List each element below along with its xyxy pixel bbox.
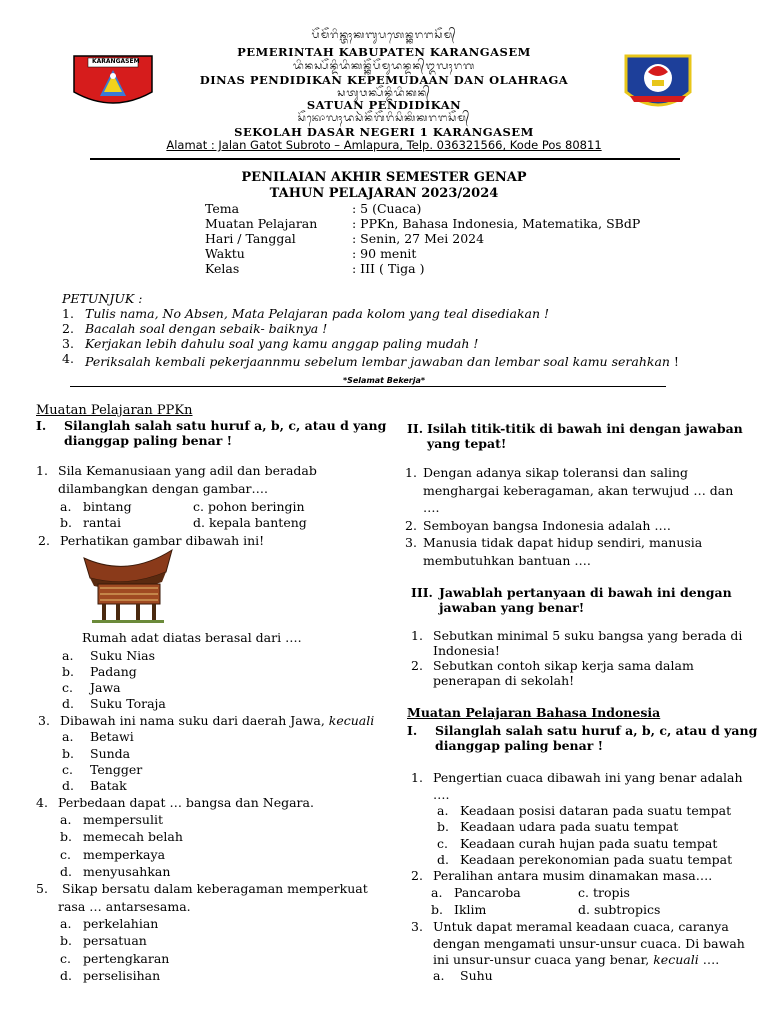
question-number: 3. (405, 535, 417, 550)
option-text: Padang (90, 664, 137, 679)
option-text: d. subtropics (578, 902, 661, 917)
instruction-number: 4. (62, 351, 74, 366)
question-emphasis: kecuali (653, 952, 699, 967)
option-letter: b. (437, 819, 449, 834)
option-text: Iklim (454, 902, 487, 917)
option-text: Suku Nias (90, 648, 156, 663)
question-number: 1. (411, 628, 423, 643)
balinese-script-school: ᬲᭂᬓᭀᬮᬄᬤᬲᬃᬦᭂᬕᭂᬭᬶᬲᬶᬓᬶᬓᬭᬗᬲᭂᬫ᭄ (297, 113, 471, 124)
option-letter: a. (437, 803, 449, 818)
question-text: Peralihan antara musim dinamakan masa…. (433, 868, 713, 883)
info-label: Hari / Tanggal (205, 231, 296, 246)
option-letter: a. (60, 812, 72, 827)
option-letter: a. (60, 916, 72, 931)
balinese-script-gov: ᬧᭂᬫᭂᬭᬶᬦ᭄ᬢᬄᬓᬩᬸᬧᬢᬾᬦ᭄ᬓᬭᬗᬲᭂᬫ᭄ (311, 30, 457, 41)
instruction-number: 1. (62, 306, 74, 321)
question-text-line (433, 951, 719, 968)
section-number: I. (407, 723, 418, 738)
option-letter: a. (431, 885, 443, 900)
question-text: Dengan adanya sikap toleransi dan saling (423, 465, 689, 480)
option-letter: d. (60, 968, 72, 983)
school-name: SEKOLAH DASAR NEGERI 1 KARANGASEM (234, 125, 534, 139)
instruction-text: Periksalah kembali pekerjaannmu sebelum lembar jawaban dan lembar soal kamu serahkan (85, 354, 670, 369)
option-letter: d. (60, 864, 72, 879)
section-instruction: Isilah titik-titik di bawah ini dengan jawaban (427, 421, 743, 436)
option-letter: b. (60, 933, 72, 948)
option-letter: c. (60, 847, 71, 862)
option-letter: d. (437, 852, 449, 867)
question-text: membutuhkan bantuan …. (423, 553, 591, 568)
instruction-text: Bacalah soal dengan sebaik- baiknya ! (85, 321, 328, 336)
option-text: Suku Toraja (90, 696, 166, 711)
option-letter: b. (60, 515, 72, 530)
option-letter: a. (62, 729, 74, 744)
greeting: *Selamat Bekerja* (342, 376, 426, 385)
question-text: Perhatikan gambar dibawah ini! (60, 533, 265, 548)
option-text: rantai (83, 515, 121, 530)
info-label: Waktu (205, 246, 245, 261)
option-text: Sunda (90, 746, 131, 761)
option-text: Batak (90, 778, 127, 793)
subject-bahasa-indonesia: Muatan Pelajaran Bahasa Indonesia (407, 705, 661, 720)
question-number: 5. (36, 881, 48, 896)
question-number: 1. (36, 463, 48, 478)
section-instruction: Silanglah salah satu huruf a, b, c, atau d yang (64, 418, 387, 433)
option-text: memperkaya (83, 847, 166, 862)
info-label: Kelas (205, 261, 240, 276)
option-text: Keadaan perekonomian pada suatu tempat (460, 852, 733, 867)
option-letter: a. (62, 648, 74, 663)
question-text: Sikap bersatu dalam keberagaman memperkuat (62, 881, 368, 896)
option-text: perkelahian (83, 916, 159, 931)
option-letter: b. (62, 664, 74, 679)
balinese-script-unit: ᬲᬢᬸᬯᬦ᭄ᬧᭂᬦ᭄ᬤᬶᬤᬶᬓᬦ᭄ (337, 88, 431, 99)
unit-name: SATUAN PENDIDIKAN (306, 98, 462, 112)
question-text: ini unsur-unsur cuaca yang benar, (433, 952, 654, 967)
question-text: Semboyan bangsa Indonesia adalah …. (423, 518, 671, 533)
school-address: Alamat : Jalan Gatot Subroto – Amlapura, Telp. 036321566, Kode Pos 80811 (166, 138, 602, 152)
section-instruction: dianggap paling benar ! (435, 738, 604, 753)
option-letter: c. (62, 762, 73, 777)
question-number: 3. (411, 919, 423, 934)
option-text: perselisihan (83, 968, 161, 983)
question-text: rasa … antarsesama. (58, 899, 191, 914)
option-text: mempersulit (83, 812, 163, 827)
option-letter: b. (431, 902, 443, 917)
question-text: Sila Kemanusiaan yang adil dan beradab (58, 463, 317, 478)
question-number: 1. (405, 465, 417, 480)
info-value: : 5 (Cuaca) (352, 201, 422, 216)
question-text: Dibawah ini nama suku dari daerah Jawa, (60, 713, 329, 728)
option-letter: b. (60, 829, 72, 844)
option-text: menyusahkan (83, 864, 171, 879)
dept-name: DINAS PENDIDIKAN KEPEMUDAAN DAN OLAHRAGA (199, 73, 569, 87)
option-text: Suhu (460, 968, 493, 983)
question-text: Sebutkan minimal 5 suku bangsa yang berada di (433, 628, 743, 643)
logo-text: KARANGASEM (92, 58, 140, 65)
section-instruction: Silanglah salah satu huruf a, b, c, atau d yang (435, 723, 758, 738)
exam-year: TAHUN PELAJARAN 2023/2024 (269, 186, 499, 201)
option-text: c. pohon beringin (193, 499, 305, 514)
option-text: Jawa (90, 680, 121, 695)
section-number: I. (36, 418, 47, 433)
option-text: persatuan (83, 933, 147, 948)
option-letter: c. (437, 836, 448, 851)
option-letter: d. (62, 778, 74, 793)
section-instruction: Jawablah pertanyaan di bawah ini dengan (439, 585, 732, 600)
section-number: II. (407, 421, 424, 436)
option-text: Keadaan udara pada suatu tempat (460, 819, 679, 834)
question-text: Pengertian cuaca dibawah ini yang benar adalah (433, 770, 743, 785)
option-letter: a. (433, 968, 445, 983)
instruction-text: Kerjakan lebih dahulu soal yang kamu anggap paling mudah ! (85, 336, 479, 351)
option-text: Tengger (90, 762, 143, 777)
question-number: 2. (411, 658, 423, 673)
option-letter: a. (60, 499, 72, 514)
section-number: III. (411, 585, 433, 600)
option-text: Pancaroba (454, 885, 521, 900)
option-text: Keadaan posisi dataran pada suatu tempat (460, 803, 732, 818)
question-text: Untuk dapat meramal keadaan cuaca, caranya (433, 919, 729, 934)
instruction-number: 3. (62, 336, 74, 351)
instructions-heading: PETUNJUK : (62, 291, 143, 306)
question-tail: …. (698, 952, 720, 967)
question-text: Indonesia! (433, 643, 500, 658)
info-value: : PPKn, Bahasa Indonesia, Matematika, SBdP (352, 216, 641, 231)
subject-ppkn: Muatan Pelajaran PPKn (36, 403, 193, 418)
info-label: Tema (205, 201, 240, 216)
option-letter: d. (62, 696, 74, 711)
question-text: Manusia tidak dapat hidup sendiri, manusia (423, 535, 703, 550)
option-text: bintang (83, 499, 132, 514)
question-number: 1. (411, 770, 423, 785)
question-text: dilambangkan dengan gambar…. (58, 481, 268, 496)
exam-title: PENILAIAN AKHIR SEMESTER GENAP (241, 170, 527, 185)
section-instruction: yang tepat! (427, 436, 507, 451)
option-text: memecah belah (83, 829, 183, 844)
question-caption: Rumah adat diatas berasal dari …. (82, 630, 302, 645)
question-number: 2. (405, 518, 417, 533)
balinese-script-dept: ᬤᬶᬦᬲ᭄ᬧᭂᬦ᭄ᬤᬶᬤᬶᬓᬦ᭄ᬓᭂᬧᭂᬫᬸᬤᬦ᭄ᬤᬦ᭄ᬑᬮᬄᬭᬕ (292, 61, 476, 72)
header-divider (90, 158, 680, 160)
question-number: 3. (38, 713, 50, 728)
instruction-text: Tulis nama, No Absen, Mata Pelajaran pada kolom yang teal disediakan ! (85, 306, 550, 321)
toraja-house-image (82, 548, 174, 624)
question-text: Sebutkan contoh sikap kerja sama dalam (433, 658, 694, 673)
question-text: …. (423, 500, 440, 515)
section-instruction: dianggap paling benar ! (64, 433, 233, 448)
question-text-line (60, 712, 374, 729)
question-text: …. (433, 787, 450, 802)
option-text: c. tropis (578, 885, 630, 900)
question-text: menghargai keberagaman, akan terwujud … dan (423, 483, 734, 498)
instruction-number: 2. (62, 321, 74, 336)
info-label: Muatan Pelajaran (205, 216, 318, 231)
question-text: penerapan di sekolah! (433, 673, 575, 688)
gov-name: PEMERINTAH KABUPATEN KARANGASEM (237, 45, 531, 59)
question-text: dengan mengamati unsur-unsur cuaca. Di bawah (433, 936, 745, 951)
option-letter: c. (60, 951, 71, 966)
info-value: : Senin, 27 Mei 2024 (352, 231, 485, 246)
option-text: Betawi (90, 729, 134, 744)
greeting-rule (70, 386, 666, 387)
instruction-tail: ! (669, 354, 679, 369)
option-text: Keadaan curah hujan pada suatu tempat (460, 836, 718, 851)
question-number: 4. (36, 795, 48, 810)
section-instruction: jawaban yang benar! (439, 600, 585, 615)
info-value: : 90 menit (352, 246, 417, 261)
info-value: : III ( Tiga ) (352, 261, 425, 276)
question-text: Perbedaan dapat … bangsa dan Negara. (58, 795, 314, 810)
option-text: d. kepala banteng (193, 515, 307, 530)
instruction-text-line (85, 351, 679, 370)
option-letter: b. (62, 746, 74, 761)
question-number: 2. (411, 868, 423, 883)
question-emphasis: kecuali (328, 713, 375, 728)
option-text: pertengkaran (83, 951, 170, 966)
question-number: 2. (38, 533, 50, 548)
option-letter: c. (62, 680, 73, 695)
